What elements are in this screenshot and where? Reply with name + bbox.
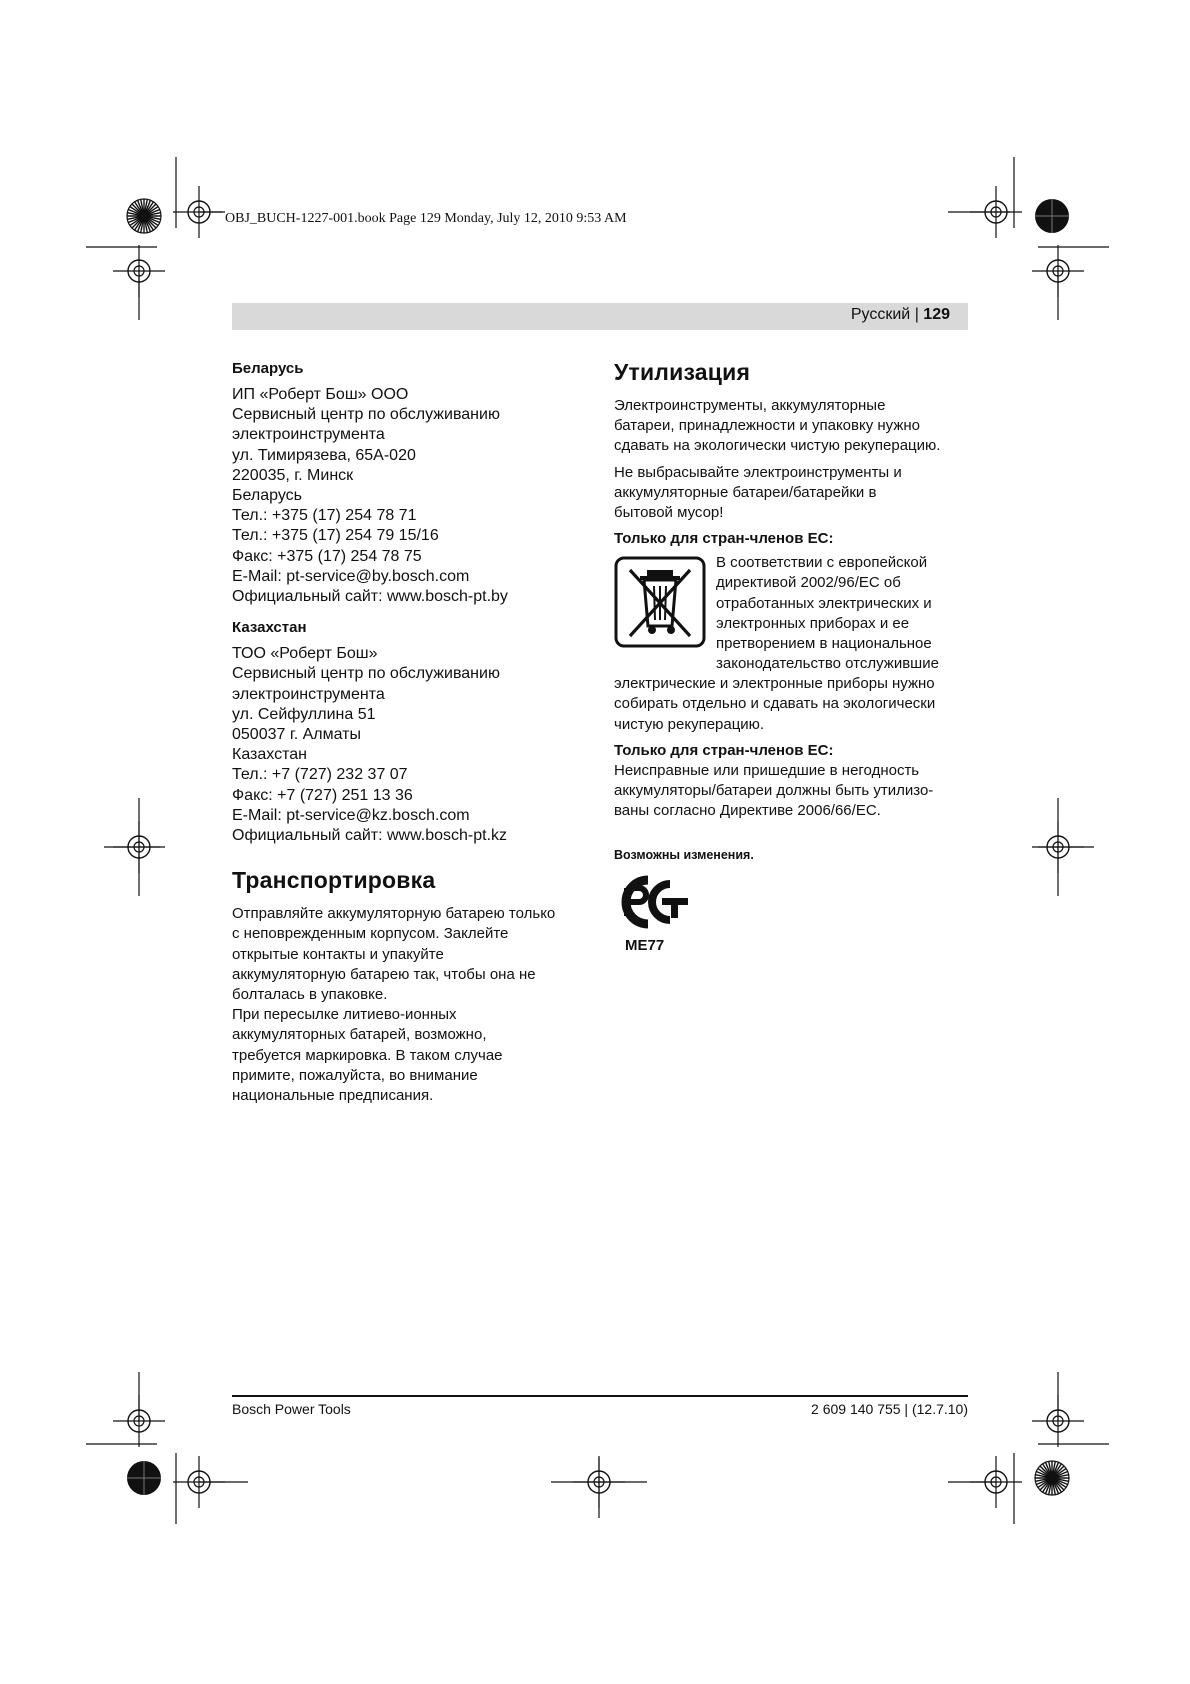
kazakhstan-heading: Казахстан [232,619,307,637]
battery-line: ваны согласно Директиве 2006/66/ЕС. [614,802,881,820]
belarus-line: Официальный сайт: www.bosch-pt.by [232,588,508,606]
transport-text [232,904,584,1106]
transport-line: открытые контакты и упакуйте [232,945,444,963]
directive-line: отработанных электрических и [716,594,932,612]
disposal-line: Электроинструменты, аккумуляторные [614,397,886,414]
transport-line: При пересылке литиево-ионных [232,1006,457,1024]
transport-line: с неповрежденным корпусом. Заклейте [232,925,509,943]
eu-heading-1: Только для стран-членов ЕС: [614,530,834,548]
eu-heading-2: Только для стран-членов ЕС: [614,741,834,759]
directive-beside-icon [716,553,939,674]
print-slug: OBJ_BUCH-1227-001.book Page 129 Monday, July 12, 2010 9:53 AM [225,211,627,226]
kazakhstan-line: Казахстан [232,746,307,764]
transport-line: болталась в упаковке. [232,986,388,1004]
header-separator: | [914,306,919,323]
disposal-line: батареи, принадлежности и упаковку нужно [614,417,920,435]
header-text [851,306,950,324]
transport-line: примите, пожалуйста, во внимание [232,1066,478,1084]
directive-line: чистую рекуперацию. [614,715,765,733]
belarus-line: Тел.: +375 (17) 254 78 71 [232,507,417,525]
directive-line: законодательство отслужившие [716,655,939,673]
belarus-line: Беларусь [232,487,302,505]
kazakhstan-line: ул. Сейфуллина 51 [232,705,376,723]
header-page-number: 129 [923,306,950,323]
disposal-heading: Утилизация [614,359,751,385]
weee-block [614,553,966,674]
kazakhstan-line: E-Mail: pt-service@kz.bosch.com [232,806,470,824]
disposal-line: сдавать на экологически чистую рекуперацию. [614,437,941,455]
kazakhstan-line: Официальный сайт: www.bosch-pt.kz [232,827,508,845]
battery-disposal-text [614,761,966,822]
changes-note: Возможны изменения. [614,848,754,863]
kazakhstan-line: ТОО «Роберт Бош» [232,645,378,663]
left-column [232,359,584,1106]
disposal-para-1 [614,396,966,457]
footer-rule [232,1395,968,1397]
belarus-line: Сервисный центр по обслуживанию [232,406,500,424]
footer-doc-number: 2 609 140 755 | (12.7.10) [811,1401,968,1417]
certification-mark [614,874,704,964]
directive-line: собирать отдельно и сдавать на экологически [614,695,936,713]
transport-line: требуется маркировка. В таком случае [232,1046,503,1064]
running-header [232,303,968,330]
transport-heading: Транспортировка [232,867,436,894]
disposal-line: Не выбрасывайте электроинструменты и [614,463,902,481]
kazakhstan-contact [232,644,584,846]
crossed-bin-icon [614,556,706,648]
directive-line: В соответствии с европейской [716,554,928,572]
pct-logo-icon [614,874,690,930]
battery-line: аккумуляторы/батареи должны быть утилизо- [614,782,934,800]
belarus-contact [232,385,584,607]
cert-code: ME77 [625,937,665,955]
directive-line: электрические и электронные приборы нужно [614,675,935,693]
belarus-line: 220035, г. Минск [232,466,354,484]
right-column [614,358,966,964]
belarus-line: ИП «Роберт Бош» ООО [232,386,409,403]
transport-line: Отправляйте аккумуляторную батарею только [232,905,556,923]
disposal-line: аккумуляторные батареи/батарейки в [614,483,877,501]
belarus-heading: Беларусь [232,360,304,377]
disposal-para-2 [614,463,966,524]
directive-line: претворением в национальное [716,635,932,653]
directive-line: директивой 2002/96/ЕС об [716,574,901,592]
belarus-line: Тел.: +375 (17) 254 79 15/16 [232,527,439,545]
belarus-line: электроинструмента [232,426,385,444]
header-language: Русский [850,306,911,323]
belarus-line: E-Mail: pt-service@by.bosch.com [232,567,470,585]
footer-brand: Bosch Power Tools [232,1401,351,1417]
kazakhstan-line: Тел.: +7 (727) 232 37 07 [232,766,408,784]
disposal-line: бытовой мусор! [614,504,724,522]
transport-line: аккумуляторных батарей, возможно, [232,1026,487,1044]
kazakhstan-line: электроинструмента [232,685,385,703]
belarus-line: Факс: +375 (17) 254 78 75 [232,547,422,565]
transport-line: национальные предписания. [232,1087,434,1105]
battery-line: Неисправные или пришедшие в негодность [614,761,920,779]
directive-line: электронных приборах и ее [716,614,910,632]
transport-line: аккумуляторную батарею так, чтобы она не [232,965,536,983]
kazakhstan-line: Сервисный центр по обслуживанию [232,665,500,683]
directive-full-width [614,674,966,735]
kazakhstan-line: Факс: +7 (727) 251 13 36 [232,786,413,804]
kazakhstan-line: 050037 г. Алматы [232,726,361,744]
belarus-line: ул. Тимирязева, 65А-020 [232,446,416,464]
